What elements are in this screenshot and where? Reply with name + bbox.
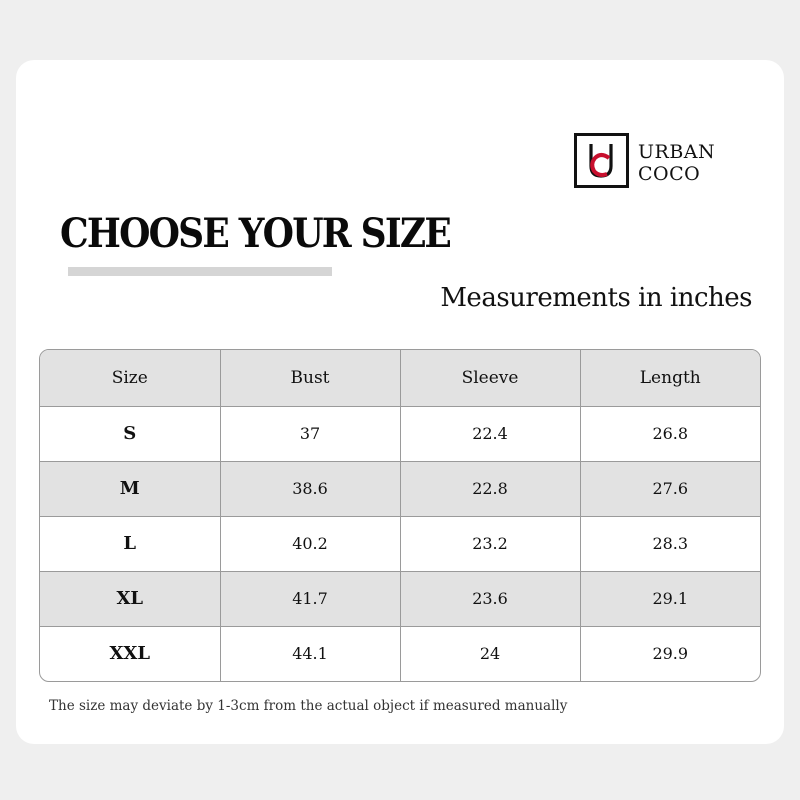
column-header-size: Size	[40, 350, 220, 406]
bust-cell: 40.2	[220, 516, 400, 571]
measurement-unit-subtitle: Measurements in inches	[440, 283, 752, 313]
table-row	[40, 516, 760, 571]
length-cell: 28.3	[580, 516, 760, 571]
length-cell: 29.9	[652, 644, 689, 664]
measurement-disclaimer: The size may deviate by 1-3cm from the actual object if measured manually	[49, 698, 568, 714]
column-header-bust: Bust	[220, 350, 400, 406]
size-cell: S	[40, 406, 220, 461]
size-chart-card	[16, 60, 784, 744]
uc-monogram-icon	[577, 136, 626, 185]
sleeve-cell: 22.8	[400, 461, 580, 516]
length-cell: 27.6	[580, 461, 760, 516]
size-table	[39, 349, 761, 682]
size-cell: L	[40, 516, 220, 571]
sleeve-cell: 23.6	[400, 571, 580, 626]
length-cell: 29.1	[580, 571, 760, 626]
brand-name-line1: URBAN	[638, 141, 716, 163]
brand-name-line2: COCO	[638, 163, 701, 185]
size-cell: XL	[40, 571, 220, 626]
size-cell: M	[40, 461, 220, 516]
column-header-length: Length	[580, 350, 760, 406]
sleeve-cell: 22.4	[400, 406, 580, 461]
table-row	[40, 461, 760, 516]
bust-cell: 44.1	[220, 626, 400, 681]
brand-name	[638, 141, 715, 185]
table-row	[40, 571, 760, 626]
table-row	[40, 626, 760, 681]
table-row	[40, 406, 760, 461]
bust-cell: 38.6	[220, 461, 400, 516]
bust-cell: 41.7	[220, 571, 400, 626]
bust-cell: 37	[220, 406, 400, 461]
page-title: CHOOSE YOUR SIZE	[60, 210, 451, 257]
size-cell: XXL	[40, 626, 220, 681]
table-header-row	[40, 350, 760, 406]
sleeve-cell: 24	[400, 626, 580, 681]
sleeve-cell: 23.2	[400, 516, 580, 571]
length-cell: 26.8	[580, 406, 760, 461]
title-underline	[68, 267, 332, 276]
brand-logo	[574, 133, 734, 197]
brand-monogram	[574, 133, 629, 188]
column-header-sleeve: Sleeve	[400, 350, 580, 406]
